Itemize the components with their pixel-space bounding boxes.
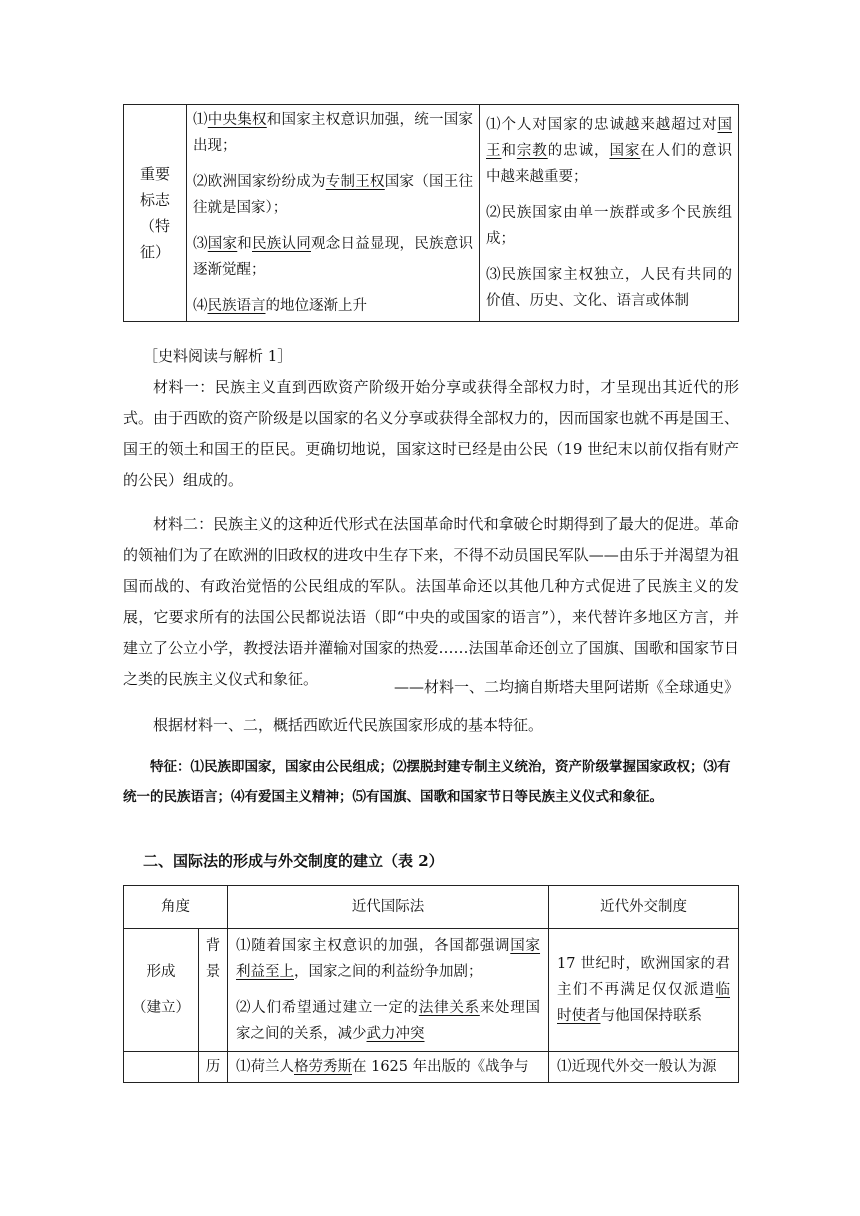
question-text: 根据材料一、二，概括西欧近代民族国家形成的基本特征。 [153, 716, 544, 734]
law-history-text: ⑴荷兰人格劳秀斯在 1625 年出版的《战争与 [236, 1059, 529, 1075]
law-history-cell [228, 1052, 549, 1083]
left-item-3: ⑶国家和民族认同观念日益显现，民族意识逐渐觉醒； [193, 236, 473, 278]
sub-label-background-text: 背景 [205, 938, 221, 980]
dip-bg-text: 17 世纪时，欧洲国家的君主们不再满足仅仅派遣临时使者与他国保持联系 [557, 956, 730, 1024]
section-label: ［史料阅读与解析 1］ [143, 347, 293, 365]
right-column-cell [480, 105, 739, 322]
row-label-formation-a: 形成 [146, 964, 176, 980]
right-item-3: ⑶民族国家主权独立，人民有共同的价值、历史、文化、语言或体制 [486, 267, 733, 309]
law-bg-item-2: ⑵人们希望通过建立一定的法律关系来处理国家之间的关系，减少武力冲突 [236, 1000, 541, 1042]
row-label-important-signs [124, 105, 187, 322]
row-label-formation-b: （建立） [132, 1000, 190, 1016]
international-law-table [123, 885, 739, 1083]
material-two: 材料二：民族主义的这种近代形式在法国革命时代和拿破仑时期得到了最大的促进。革命的领袖们为了在欧洲的旧政权的进攻中生存下来，不得不动员国民军队——由乐于并渴望为祖国而战的、有政治觉悟的公民组成的军队。法国革命还以其他几种方式促进了民族主义的发展，它要求所有的法国公民都说法语（即“中央的或国家的语言”），来代替许多地区方言，并建立了公立小学，教授法语并灌输对国家的热爱……法国革命还创立了国旗、国歌和国家节日之类的民族主义仪式和象征。 [123, 515, 739, 688]
row-label-formation [124, 929, 199, 1052]
left-item-2: ⑵欧洲国家纷纷成为专制王权国家（国王往往就是国家）； [193, 174, 473, 216]
law-bg-item-1: ⑴随着国家主权意识的加强，各国都强调国家利益至上，国家之间的利益纷争加剧； [236, 938, 541, 980]
diplomacy-background-cell [549, 929, 739, 1052]
right-item-2: ⑵民族国家由单一族群或多个民族组成； [486, 205, 733, 247]
right-item-1: ⑴个人对国家的忠诚越来越超过对国王和宗教的忠诚，国家在人们的意识中越来越重要； [486, 117, 733, 185]
row-label-text: 重要标志（特征） [139, 165, 170, 261]
features-table [123, 104, 739, 322]
section-heading-2: 二、国际法的形成与外交制度的建立（表 2） [143, 852, 444, 870]
diplomacy-history-cell: ⑴近现代外交一般认为源 [549, 1052, 739, 1083]
left-item-4: ⑷民族语言的地位逐渐上升 [193, 298, 367, 314]
header-international-law: 近代国际法 [228, 886, 549, 929]
law-background-cell [228, 929, 549, 1052]
answer-text: 特征：⑴民族即国家，国家由公民组成；⑵摆脱封建专制主义统治，资产阶级掌握国家政权；⑶有统一的民族语言；⑷有爱国主义精神；⑸有国旗、国歌和国家节日等民族主义仪式和象征。 [123, 759, 731, 805]
material-one: 材料一：民族主义直到西欧资产阶级开始分享或获得全部权力时，才呈现出其近代的形式。由于西欧的资产阶级是以国家的名义分享或获得全部权力的，因而国家也就不再是国王、国王的领土和国王的臣民。更确切地说，国家这时已经是由公民（19 世纪末以前仅指有财产的公民）组成的。 [123, 378, 739, 489]
header-diplomacy: 近代外交制度 [549, 886, 739, 929]
source-citation: ——材料一、二均摘自斯塔夫里阿诺斯《全球通史》 [393, 678, 739, 696]
header-angle: 角度 [124, 886, 228, 929]
row-label-history-empty [124, 1052, 199, 1083]
sub-label-history: 历 [199, 1052, 228, 1083]
left-column-cell [187, 105, 480, 322]
sub-label-background [199, 929, 228, 1052]
left-item-1: ⑴中央集权和国家主权意识加强，统一国家出现； [193, 112, 473, 154]
